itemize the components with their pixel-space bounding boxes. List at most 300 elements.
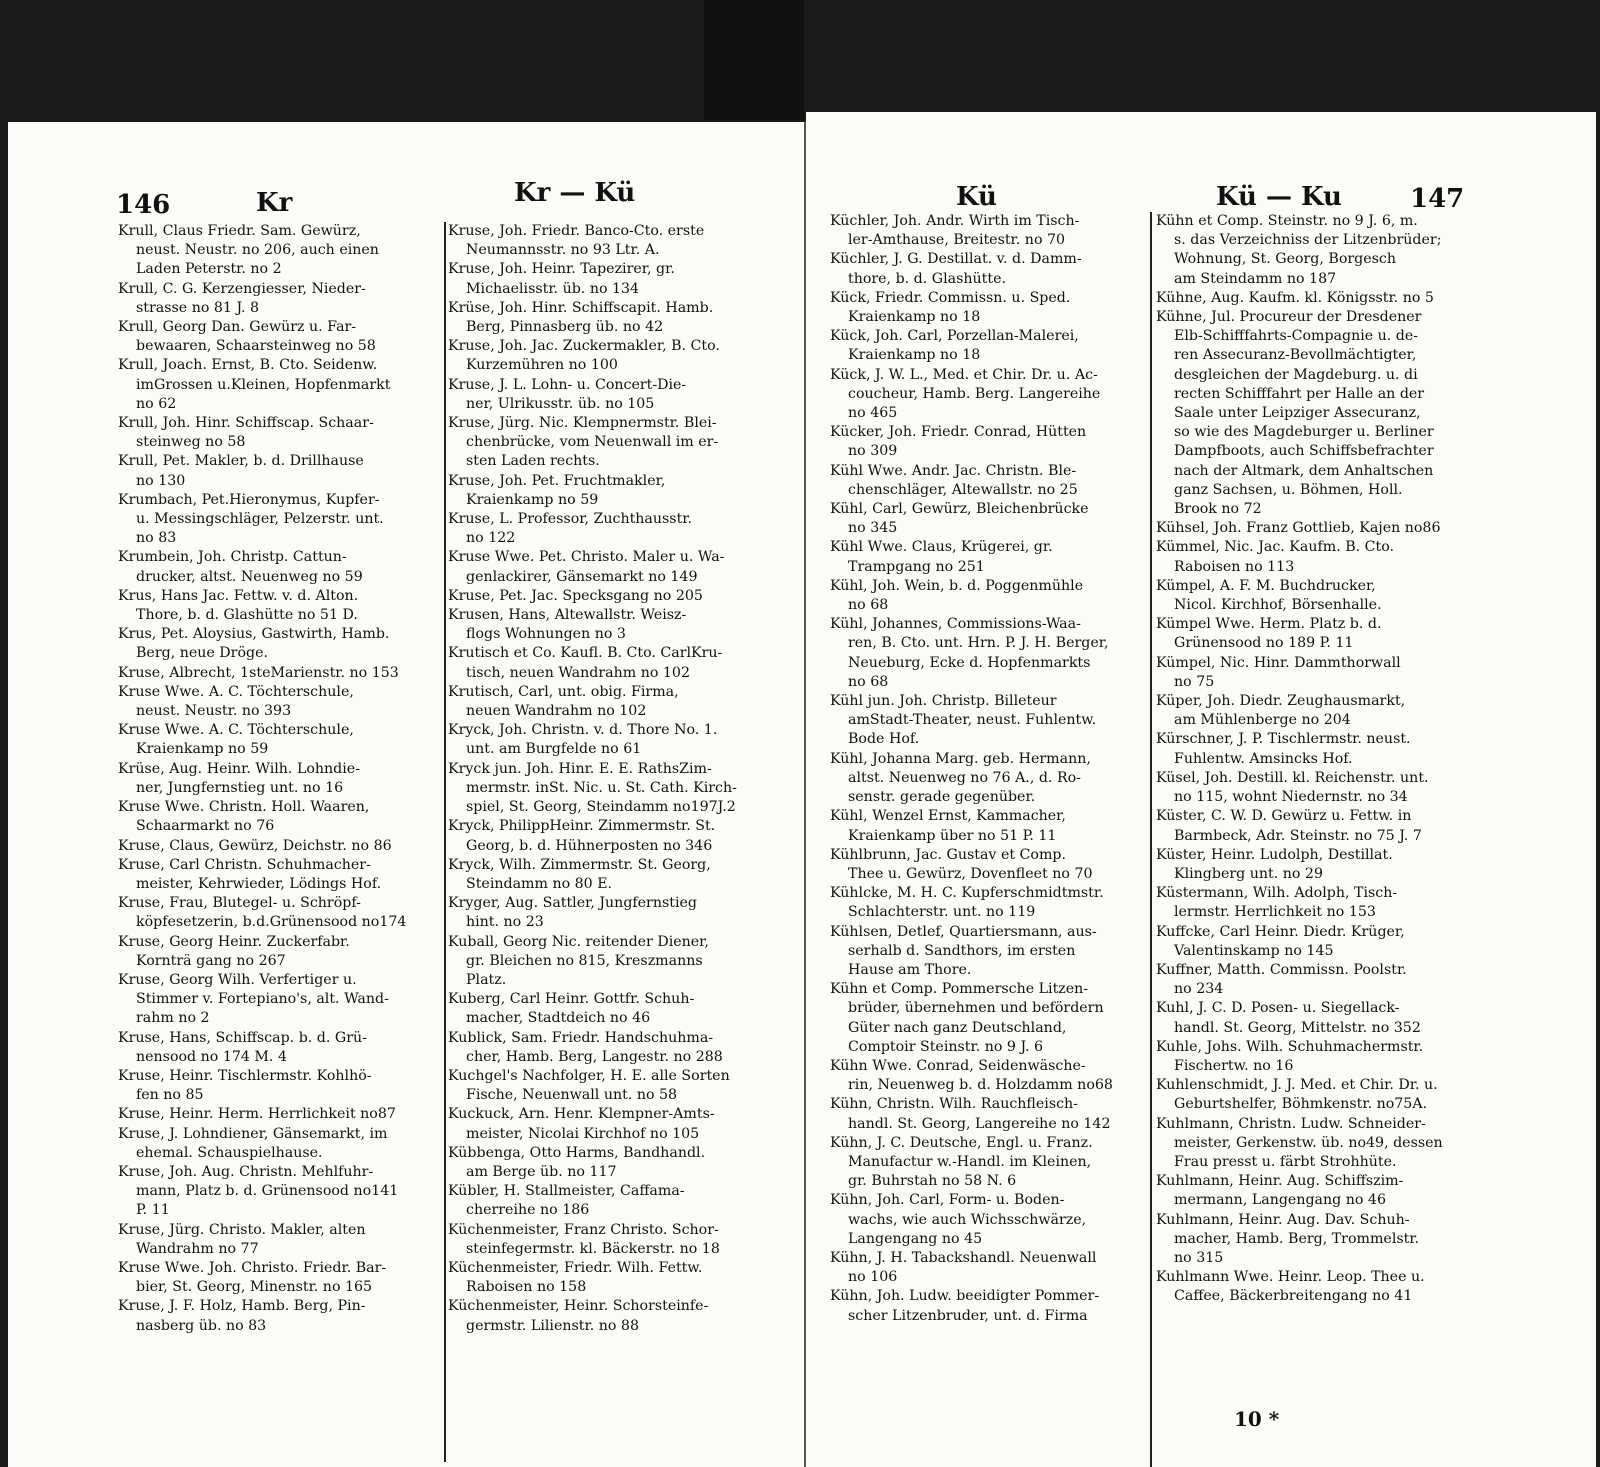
entry-continuation-line: Raboisen no 158	[466, 1279, 587, 1296]
entry-first-line: Küchenmeister, Heinr. Schorsteinfe-	[448, 1298, 709, 1315]
entry-first-line: Kruse, Claus, Gewürz, Deichstr. no 86	[118, 837, 392, 854]
entry-first-line: Küsel, Joh. Destill. kl. Reichenstr. unt.	[1156, 769, 1429, 786]
entry-first-line: Kruse Wwe. A. C. Töchterschule,	[118, 722, 354, 739]
entry-continuation-line: Berg, Pinnasberg üb. no 42	[466, 319, 664, 336]
entry-first-line: Kruse, J. Lohndiener, Gänsemarkt, im	[118, 1125, 388, 1142]
entry-continuation-line: Elb-Schifffahrts-Compagnie u. de-	[1174, 328, 1419, 345]
entry-continuation-line: no 122	[466, 530, 516, 547]
entry-continuation-line: meister, Nicolai Kirchhof no 105	[466, 1125, 700, 1142]
entry-continuation-line: Kraienkamp no 18	[848, 347, 981, 364]
entry-first-line: Kühn, J. H. Tabackshandl. Neuenwall	[830, 1249, 1097, 1266]
directory-entry	[118, 856, 438, 894]
directory-entry	[118, 356, 438, 414]
directory-entry	[830, 750, 1148, 808]
entry-continuation-line: Kraienkamp über no 51 P. 11	[848, 827, 1057, 844]
entry-first-line: Kümpel Wwe. Herm. Platz b. d.	[1156, 616, 1382, 633]
entry-first-line: Kuhle, Johs. Wilh. Schuhmachermstr.	[1156, 1038, 1424, 1055]
column-right-page-2	[1156, 212, 1476, 1307]
directory-entry	[830, 423, 1148, 461]
entry-continuation-line: nensood no 174 M. 4	[136, 1048, 287, 1065]
entry-first-line: Kühl, Wenzel Ernst, Kammacher,	[830, 808, 1066, 825]
entry-first-line: Kruse, Frau, Blutegel- u. Schröpf-	[118, 895, 361, 912]
directory-entry	[448, 933, 790, 991]
entry-first-line: Kühl jun. Joh. Christp. Billeteur	[830, 693, 1057, 710]
entry-continuation-line: Michaelisstr. üb. no 134	[466, 280, 640, 297]
directory-entry	[830, 692, 1148, 750]
entry-first-line: Kühl Wwe. Andr. Jac. Christn. Ble-	[830, 462, 1077, 479]
entry-first-line: Kürschner, J. P. Tischlermstr. neust.	[1156, 731, 1411, 748]
entry-first-line: Kuhlenschmidt, J. J. Med. et Chir. Dr. u.	[1156, 1077, 1438, 1094]
entry-continuation-line: Schaarmarkt no 76	[136, 818, 275, 835]
entry-first-line: Kuberg, Carl Heinr. Gottfr. Schuh-	[448, 991, 695, 1008]
entry-continuation-line: bewaaren, Schaarsteinweg no 58	[136, 338, 376, 355]
directory-entry	[1156, 999, 1476, 1037]
entry-first-line: Kruse Wwe. Christn. Holl. Waaren,	[118, 799, 370, 816]
entry-continuation-line: lermstr. Herrlichkeit no 153	[1174, 904, 1376, 921]
entry-continuation-line: tisch, neuen Wandrahm no 102	[466, 664, 690, 681]
entry-first-line: Kruse, Joh. Pet. Fruchtmakler,	[448, 472, 666, 489]
entry-first-line: Krumbach, Pet.Hieronymus, Kupfer-	[118, 491, 380, 508]
entry-first-line: Kühn, Joh. Carl, Form- u. Boden-	[830, 1192, 1065, 1209]
directory-entry	[830, 289, 1148, 327]
entry-continuation-line: gr. Bleichen no 815, Kreszmanns	[466, 952, 703, 969]
entry-first-line: Kuhl, J. C. D. Posen- u. Siegellack-	[1156, 1000, 1400, 1017]
directory-entry	[448, 1067, 790, 1105]
entry-first-line: Krusen, Hans, Altewallstr. Weisz-	[448, 607, 687, 624]
entry-continuation-line: no 345	[848, 520, 898, 537]
entry-continuation-line: Steindamm no 80 E.	[466, 875, 613, 892]
directory-entry	[118, 587, 438, 625]
directory-entry	[118, 1297, 438, 1335]
directory-entry	[1156, 1115, 1476, 1173]
entry-first-line: Kruse, Georg Wilh. Verfertiger u.	[118, 971, 357, 988]
directory-entry	[448, 337, 790, 375]
directory-entry	[448, 510, 790, 548]
entry-first-line: Kruse, L. Professor, Zuchthausstr.	[448, 511, 693, 528]
entry-continuation-line: Wandrahm no 77	[136, 1240, 259, 1257]
entry-continuation-line: Manufactur w.-Handl. im Kleinen,	[848, 1153, 1092, 1170]
directory-entry	[118, 664, 438, 683]
entry-first-line: Kühl Wwe. Claus, Krügerei, gr.	[830, 539, 1053, 556]
entry-first-line: Krüse, Aug. Heinr. Wilh. Lohndie-	[118, 760, 360, 777]
entry-first-line: Kryger, Aug. Sattler, Jungfernstieg	[448, 895, 697, 912]
directory-entry	[830, 615, 1148, 692]
directory-entry	[830, 980, 1148, 1057]
entry-first-line: Kryck, PhilippHeinr. Zimmermstr. St.	[448, 818, 716, 835]
entry-continuation-line: meister, Kehrwieder, Lödings Hof.	[136, 875, 382, 892]
entry-continuation-line: no 68	[848, 673, 889, 690]
entry-continuation-line: Klingberg unt. no 29	[1174, 865, 1323, 882]
directory-entry	[830, 1134, 1148, 1192]
running-head-left: Kü	[956, 182, 997, 212]
entry-continuation-line: wachs, wie auch Wichsschwärze,	[848, 1211, 1087, 1228]
directory-entry	[448, 644, 790, 682]
entry-continuation-line: no 62	[136, 395, 177, 412]
entry-continuation-line: so wie des Magdeburger u. Berliner	[1174, 424, 1434, 441]
entry-first-line: Kruse, Carl Christn. Schuhmacher-	[118, 856, 371, 873]
directory-entry	[118, 760, 438, 798]
entry-continuation-line: hint. no 23	[466, 914, 544, 931]
entry-continuation-line: ren, B. Cto. unt. Hrn. P. J. H. Berger,	[848, 635, 1109, 652]
directory-entry	[1156, 846, 1476, 884]
entry-continuation-line: Nicol. Kirchhof, Börsenhalle.	[1174, 597, 1382, 614]
entry-continuation-line: Schlachterstr. unt. no 119	[848, 904, 1036, 921]
entry-continuation-line: no 75	[1174, 673, 1215, 690]
entry-continuation-line: rahm no 2	[136, 1010, 210, 1027]
directory-entry	[118, 280, 438, 318]
page-number: 147	[1410, 184, 1465, 214]
entry-continuation-line: no 68	[848, 597, 889, 614]
entry-continuation-line: chenbrücke, vom Neuenwall im er-	[466, 434, 719, 451]
entry-continuation-line: Trampgang no 251	[848, 558, 985, 575]
entry-continuation-line: no 465	[848, 405, 898, 422]
entry-continuation-line: no 234	[1174, 981, 1224, 998]
entry-first-line: Kück, Friedr. Commissn. u. Sped.	[830, 289, 1071, 306]
entry-continuation-line: bier, St. Georg, Minenstr. no 165	[136, 1279, 373, 1296]
entry-continuation-line: desgleichen der Magdeburg. u. di	[1174, 366, 1418, 383]
column-right-page-1	[830, 212, 1148, 1326]
entry-continuation-line: Güter nach ganz Deutschland,	[848, 1019, 1067, 1036]
directory-entry	[118, 222, 438, 280]
directory-entry	[448, 1297, 790, 1335]
entry-first-line: Kühl, Johanna Marg. geb. Hermann,	[830, 750, 1091, 767]
directory-entry	[830, 462, 1148, 500]
entry-continuation-line: am Steindamm no 187	[1174, 270, 1337, 287]
directory-entry	[118, 1105, 438, 1124]
directory-entry	[1156, 519, 1476, 538]
entry-continuation-line: Kraienkamp no 18	[848, 309, 981, 326]
entry-first-line: Küchler, Joh. Andr. Wirth im Tisch-	[830, 213, 1080, 229]
entry-continuation-line: fen no 85	[136, 1087, 204, 1104]
entry-first-line: Kühl, Johannes, Commissions-Waa-	[830, 616, 1081, 633]
entry-first-line: Kück, J. W. L., Med. et Chir. Dr. u. Ac-	[830, 366, 1098, 383]
entry-first-line: Kühne, Aug. Kaufm. kl. Königsstr. no 5	[1156, 289, 1434, 306]
directory-entry	[118, 683, 438, 721]
directory-entry	[830, 366, 1148, 424]
entry-continuation-line: no 106	[848, 1269, 898, 1286]
entry-continuation-line: ler-Amthause, Breitestr. no 70	[848, 232, 1066, 249]
directory-entry	[1156, 1268, 1476, 1306]
directory-entry	[448, 721, 790, 759]
entry-first-line: Kruse Wwe. A. C. Töchterschule,	[118, 683, 354, 700]
entry-first-line: Kruse, Georg Heinr. Zuckerfabr.	[118, 933, 350, 950]
directory-entry	[1156, 1211, 1476, 1269]
entry-first-line: Kruse, Joh. Aug. Christn. Mehlfuhr-	[118, 1163, 374, 1180]
entry-first-line: Kublick, Sam. Friedr. Handschuhma-	[448, 1029, 714, 1046]
entry-continuation-line: Frau presst u. färbt Strohhüte.	[1174, 1153, 1397, 1170]
directory-entry	[830, 212, 1148, 250]
directory-entry	[1156, 577, 1476, 615]
directory-entry	[118, 837, 438, 856]
entry-first-line: Kryck, Joh. Christn. v. d. Thore No. 1.	[448, 722, 718, 739]
entry-continuation-line: Comptoir Steinstr. no 9 J. 6	[848, 1038, 1044, 1055]
entry-first-line: Kühne, Jul. Procureur der Dresdener	[1156, 309, 1422, 326]
directory-entry	[118, 1029, 438, 1067]
directory-entry	[830, 577, 1148, 615]
directory-entry	[118, 452, 438, 490]
entry-continuation-line: chenschläger, Altewallstr. no 25	[848, 481, 1078, 498]
entry-continuation-line: mermann, Langengang no 46	[1174, 1192, 1386, 1209]
directory-entry	[118, 894, 438, 932]
entry-continuation-line: no 130	[136, 472, 186, 489]
entry-continuation-line: genlackirer, Gänsemarkt no 149	[466, 568, 698, 585]
directory-entry	[1156, 1038, 1476, 1076]
directory-entry	[830, 807, 1148, 845]
directory-entry	[830, 846, 1148, 884]
entry-continuation-line: nasberg üb. no 83	[136, 1317, 267, 1334]
entry-first-line: Kuball, Georg Nic. reitender Diener,	[448, 933, 709, 950]
entry-first-line: Kühn, J. C. Deutsche, Engl. u. Franz.	[830, 1134, 1093, 1151]
entry-continuation-line: thore, b. d. Glashütte.	[848, 270, 1006, 287]
entry-first-line: Kruse, Jürg. Nic. Klempnermstr. Blei-	[448, 415, 717, 432]
entry-first-line: Kühn et Comp. Steinstr. no 9 J. 6, m.	[1156, 213, 1418, 229]
directory-entry	[448, 817, 790, 855]
entry-continuation-line: ehemal. Schauspielhause.	[136, 1144, 323, 1161]
entry-continuation-line: mermstr. inSt. Nic. u. St. Cath. Kirch-	[466, 779, 737, 796]
directory-entry	[830, 327, 1148, 365]
entry-first-line: Kruse, Albrecht, 1steMarienstr. no 153	[118, 664, 399, 681]
directory-entry	[1156, 308, 1476, 519]
entry-first-line: Kruse, Jürg. Christo. Makler, alten	[118, 1221, 366, 1238]
directory-entry	[448, 376, 790, 414]
directory-entry	[448, 472, 790, 510]
directory-entry	[118, 1221, 438, 1259]
entry-first-line: Kuffner, Matth. Commissn. Poolstr.	[1156, 961, 1407, 978]
entry-continuation-line: Platz.	[466, 971, 507, 988]
entry-continuation-line: meister, Gerkenstw. üb. no49, dessen	[1174, 1134, 1443, 1151]
entry-first-line: Küchler, J. G. Destillat. v. d. Damm-	[830, 251, 1082, 268]
directory-entry	[1156, 1076, 1476, 1114]
directory-entry	[1156, 1172, 1476, 1210]
book-spine-shadow	[704, 0, 804, 120]
entry-first-line: Krus, Hans Jac. Fettw. v. d. Alton.	[118, 587, 359, 604]
entry-continuation-line: mann, Platz b. d. Grünensood no141	[136, 1183, 399, 1200]
entry-continuation-line: spiel, St. Georg, Steindamm no197J.2	[466, 799, 736, 816]
entry-continuation-line: handl. St. Georg, Langereihe no 142	[848, 1115, 1111, 1132]
entry-first-line: Kühn et Comp. Pommersche Litzen-	[830, 981, 1089, 998]
entry-first-line: Kuhlmann Wwe. Heinr. Leop. Thee u.	[1156, 1269, 1425, 1286]
entry-first-line: Kuhlmann, Heinr. Aug. Dav. Schuh-	[1156, 1211, 1410, 1228]
column-left-page-1	[118, 222, 438, 1336]
directory-entry	[118, 1067, 438, 1105]
entry-first-line: Krull, Joh. Hinr. Schiffscap. Schaar-	[118, 415, 374, 432]
entry-continuation-line: sten Laden rechts.	[466, 453, 600, 470]
entry-continuation-line: ganz Sachsen, u. Böhmen, Holl.	[1174, 481, 1403, 498]
entry-continuation-line: no 315	[1174, 1249, 1224, 1266]
entry-continuation-line: am Mühlenberge no 204	[1174, 712, 1351, 729]
directory-entry	[448, 990, 790, 1028]
directory-entry	[118, 625, 438, 663]
entry-first-line: Kruse, Heinr. Tischlermstr. Kohlhö-	[118, 1067, 372, 1084]
directory-entry	[830, 1249, 1148, 1287]
entry-first-line: Kühn, Joh. Ludw. beeidigter Pommer-	[830, 1288, 1100, 1305]
directory-entry	[118, 971, 438, 1029]
entry-first-line: Kümpel, A. F. M. Buchdrucker,	[1156, 577, 1376, 594]
entry-first-line: Küster, C. W. D. Gewürz u. Fettw. in	[1156, 808, 1412, 825]
entry-continuation-line: macher, Hamb. Berg, Trommelstr.	[1174, 1230, 1420, 1247]
entry-first-line: Kuckuck, Arn. Henr. Klempner-Amts-	[448, 1106, 715, 1123]
entry-first-line: Kruse, J. F. Holz, Hamb. Berg, Pin-	[118, 1298, 366, 1315]
running-head-right: Kü — Ku	[1216, 182, 1342, 212]
entry-first-line: Kübler, H. Stallmeister, Caffama-	[448, 1183, 685, 1200]
directory-entry	[448, 1259, 790, 1297]
directory-entry	[118, 414, 438, 452]
entry-continuation-line: köpfesetzerin, b.d.Grünensood no174	[136, 914, 407, 931]
entry-continuation-line: senstr. gerade gegenüber.	[848, 789, 1036, 806]
directory-entry	[448, 299, 790, 337]
entry-first-line: Kümpel, Nic. Hinr. Dammthorwall	[1156, 654, 1401, 671]
entry-first-line: Kruse Wwe. Pet. Christo. Maler u. Wa-	[448, 549, 725, 566]
directory-entry	[1156, 923, 1476, 961]
directory-entry	[1156, 289, 1476, 308]
directory-entry	[830, 1287, 1148, 1325]
directory-entry	[448, 548, 790, 586]
entry-continuation-line: Kraienkamp no 59	[466, 491, 599, 508]
entry-continuation-line: no 309	[848, 443, 898, 460]
directory-entry	[448, 1105, 790, 1143]
column-left-page-2	[432, 222, 790, 1336]
directory-entry	[1156, 730, 1476, 768]
directory-entry	[1156, 807, 1476, 845]
entry-first-line: Kryck jun. Joh. Hinr. E. E. RathsZim-	[448, 760, 712, 777]
entry-continuation-line: am Berge üb. no 117	[466, 1163, 617, 1180]
signature-mark: 10 *	[1234, 1407, 1280, 1431]
entry-first-line: Kuchgel's Nachfolger, H. E. alle Sorten	[448, 1067, 730, 1084]
entry-first-line: Kühn, Christn. Wilh. Rauchfleisch-	[830, 1096, 1078, 1113]
entry-continuation-line: steinweg no 58	[136, 434, 246, 451]
directory-entry	[448, 760, 790, 818]
entry-continuation-line: brüder, übernehmen und befördern	[848, 1000, 1104, 1017]
entry-continuation-line: Wohnung, St. Georg, Borgesch	[1174, 251, 1396, 268]
entry-continuation-line: gr. Buhrstah no 58 N. 6	[848, 1173, 1017, 1190]
entry-continuation-line: Brook no 72	[1174, 501, 1262, 518]
directory-entry	[830, 923, 1148, 981]
entry-first-line: Kruse, Joh. Heinr. Tapezirer, gr.	[448, 261, 675, 278]
entry-continuation-line: altst. Neuenweg no 76 A., d. Ro-	[848, 769, 1081, 786]
entry-continuation-line: Fischertw. no 16	[1174, 1057, 1294, 1074]
directory-entry	[118, 798, 438, 836]
entry-first-line: Kühlbrunn, Jac. Gustav et Comp.	[830, 846, 1066, 863]
entry-first-line: Krull, Pet. Makler, b. d. Drillhause	[118, 453, 364, 470]
entry-continuation-line: Stimmer v. Fortepiano's, alt. Wand-	[136, 991, 389, 1008]
directory-entry	[448, 260, 790, 298]
directory-entry	[118, 491, 438, 549]
right-page	[806, 112, 1596, 1467]
entry-first-line: Krutisch et Co. Kaufl. B. Cto. CarlKru-	[448, 645, 723, 662]
entry-first-line: Kruse, Pet. Jac. Specksgang no 205	[448, 587, 703, 604]
entry-continuation-line: Laden Peterstr. no 2	[136, 261, 282, 278]
entry-first-line: Kruse Wwe. Joh. Christo. Friedr. Bar-	[118, 1259, 387, 1276]
entry-continuation-line: P. 11	[136, 1202, 170, 1219]
entry-first-line: Kücker, Joh. Friedr. Conrad, Hütten	[830, 424, 1087, 441]
directory-entry	[118, 933, 438, 971]
entry-continuation-line: cherreihe no 186	[466, 1202, 590, 1219]
entry-continuation-line: amStadt-Theater, neust. Fuhlentw.	[848, 712, 1097, 729]
entry-first-line: Krull, C. G. Kerzengiesser, Nieder-	[118, 280, 366, 297]
directory-entry	[830, 1191, 1148, 1249]
entry-continuation-line: Thore, b. d. Glashütte no 51 D.	[136, 607, 358, 624]
entry-continuation-line: coucheur, Hamb. Berg. Langereihe	[848, 385, 1101, 402]
entry-continuation-line: Dampfboots, auch Schiffsbefrachter	[1174, 443, 1434, 460]
directory-entry	[830, 1057, 1148, 1095]
directory-entry	[1156, 654, 1476, 692]
entry-first-line: Krumbein, Joh. Christp. Cattun-	[118, 549, 347, 566]
entry-first-line: Kruse, J. L. Lohn- u. Concert-Die-	[448, 376, 687, 393]
entry-continuation-line: Langengang no 45	[848, 1230, 983, 1247]
entry-continuation-line: Neumannsstr. no 93 Ltr. A.	[466, 242, 660, 259]
entry-continuation-line: no 83	[136, 530, 177, 547]
entry-first-line: Küper, Joh. Diedr. Zeughausmarkt,	[1156, 693, 1406, 710]
entry-continuation-line: Fische, Neuenwall unt. no 58	[466, 1087, 678, 1104]
directory-entry	[448, 1029, 790, 1067]
entry-continuation-line: Berg, neue Dröge.	[136, 645, 268, 662]
running-head-left: Kr	[256, 188, 293, 218]
entry-first-line: Küstermann, Wilh. Adolph, Tisch-	[1156, 885, 1398, 902]
directory-entry	[1156, 615, 1476, 653]
entry-first-line: Kruse, Joh. Friedr. Banco-Cto. erste	[448, 223, 705, 239]
entry-first-line: Kühlcke, M. H. C. Kupferschmidtmstr.	[830, 885, 1104, 902]
entry-continuation-line: Hause am Thore.	[848, 961, 972, 978]
directory-entry	[1156, 961, 1476, 999]
entry-continuation-line: serhalb d. Sandthors, im ersten	[848, 942, 1076, 959]
entry-continuation-line: macher, Stadtdeich no 46	[466, 1010, 651, 1027]
entry-continuation-line: Valentinskamp no 145	[1174, 942, 1334, 959]
directory-entry	[118, 1125, 438, 1163]
directory-entry	[1156, 538, 1476, 576]
entry-continuation-line: cher, Hamb. Berg, Langestr. no 288	[466, 1048, 723, 1065]
directory-entry	[448, 414, 790, 472]
entry-first-line: Krull, Georg Dan. Gewürz u. Far-	[118, 319, 357, 336]
entry-continuation-line: s. das Verzeichniss der Litzenbrüder;	[1174, 232, 1442, 249]
entry-first-line: Küchenmeister, Friedr. Wilh. Fettw.	[448, 1259, 703, 1276]
entry-continuation-line: Kornträ gang no 267	[136, 952, 286, 969]
column-rule	[1150, 212, 1152, 1467]
entry-first-line: Kuhlmann, Heinr. Aug. Schiffszim-	[1156, 1173, 1404, 1190]
entry-continuation-line: neust. Neustr. no 206, auch einen	[136, 242, 379, 259]
directory-entry	[118, 318, 438, 356]
left-page	[8, 122, 806, 1467]
entry-first-line: Kruse, Joh. Jac. Zuckermakler, B. Cto.	[448, 338, 720, 355]
entry-first-line: Kück, Joh. Carl, Porzellan-Malerei,	[830, 328, 1079, 345]
entry-first-line: Kühl, Carl, Gewürz, Bleichenbrücke	[830, 501, 1089, 518]
entry-first-line: Kühn Wwe. Conrad, Seidenwäsche-	[830, 1057, 1086, 1074]
entry-continuation-line: neuen Wandrahm no 102	[466, 703, 647, 720]
entry-continuation-line: rin, Neuenweg b. d. Holzdamm no68	[848, 1077, 1113, 1094]
directory-entry	[118, 1163, 438, 1221]
entry-continuation-line: Caffee, Bäckerbreitengang no 41	[1174, 1288, 1413, 1305]
entry-first-line: Kümmel, Nic. Jac. Kaufm. B. Cto.	[1156, 539, 1395, 556]
entry-continuation-line: Saale unter Leipziger Assecuranz,	[1174, 405, 1421, 422]
page-number: 146	[116, 190, 171, 220]
directory-entry	[1156, 212, 1476, 289]
entry-continuation-line: no 115, wohnt Niedernstr. no 34	[1174, 789, 1408, 806]
entry-first-line: Krus, Pet. Aloysius, Gastwirth, Hamb.	[118, 626, 390, 643]
directory-entry	[448, 606, 790, 644]
entry-continuation-line: neust. Neustr. no 393	[136, 703, 292, 720]
entry-first-line: Krüse, Joh. Hinr. Schiffscapit. Hamb.	[448, 299, 714, 316]
entry-first-line: Kübbenga, Otto Harms, Bandhandl.	[448, 1144, 706, 1161]
entry-first-line: Kuffcke, Carl Heinr. Diedr. Krüger,	[1156, 923, 1405, 940]
running-head-right: Kr — Kü	[514, 178, 636, 208]
entry-continuation-line: Kurzemühren no 100	[466, 357, 618, 374]
entry-first-line: Kuhlmann, Christn. Ludw. Schneider-	[1156, 1115, 1426, 1132]
entry-continuation-line: Georg, b. d. Hühnerposten no 346	[466, 837, 713, 854]
entry-first-line: Küchenmeister, Franz Christo. Schor-	[448, 1221, 719, 1238]
directory-entry	[448, 894, 790, 932]
entry-continuation-line: Geburtshelfer, Böhmkenstr. no75A.	[1174, 1096, 1428, 1113]
directory-entry	[830, 500, 1148, 538]
directory-entry	[830, 250, 1148, 288]
